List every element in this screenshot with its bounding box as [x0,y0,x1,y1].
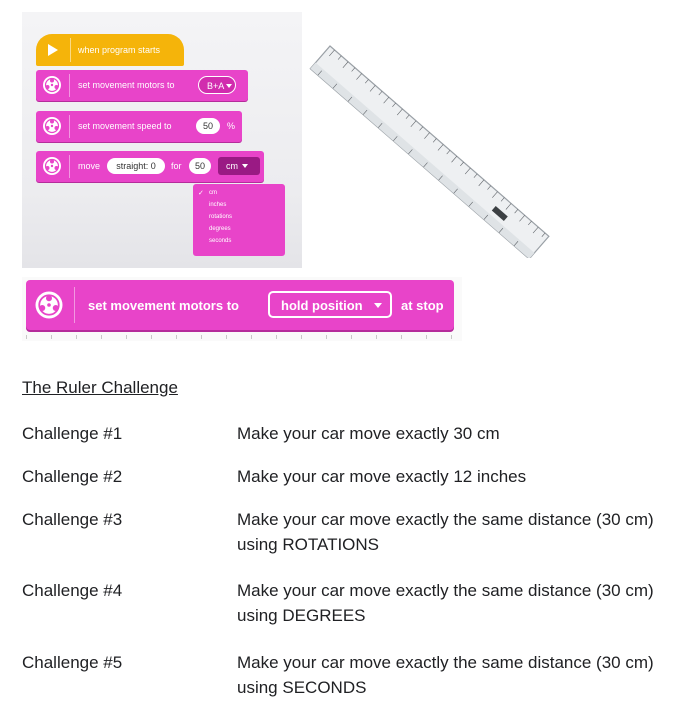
chevron-down-icon [226,84,232,88]
block2-text: set movement speed to [78,121,172,131]
page-title: The Ruler Challenge [22,378,178,397]
motors-value: B+A [207,81,225,91]
set-movement-speed-block[interactable] [36,111,242,142]
speed-unit: % [227,121,236,131]
move-text: move [78,161,101,171]
for-text: for [171,161,182,171]
motor-icon [42,75,62,95]
motor-icon [42,156,62,176]
program-screenshot [22,12,302,268]
move-block[interactable] [36,151,264,182]
unit-value: cm [226,161,238,171]
set-movement-motors-block[interactable] [36,70,248,101]
menu-item-seconds[interactable]: seconds [209,238,232,244]
play-icon [48,44,58,56]
unit-menu[interactable] [193,184,285,256]
motor-icon [34,290,64,320]
speed-input[interactable]: 50 [196,118,220,134]
menu-item-cm[interactable]: cm [209,190,217,196]
challenge-label: Challenge #3 [22,510,123,529]
challenge-description: Make your car move exactly the same distance (30 cm) using ROTATIONS [237,510,654,554]
challenge-label: Challenge #4 [22,581,123,600]
motors-dropdown[interactable] [198,76,236,94]
when-program-starts-block[interactable] [36,34,184,66]
direction-input[interactable]: straight: 0 [107,158,165,174]
challenge-description: Make your car move exactly the same distance (30 cm) using SECONDS [237,653,654,697]
set-movement-motors-stop-block[interactable] [26,280,454,330]
challenge-description: Make your car move exactly 12 inches [237,467,527,486]
challenge-label: Challenge #5 [22,653,123,672]
challenge-description: Make your car move exactly 30 cm [237,424,500,443]
ruler-image [300,24,550,258]
stop-mode-dropdown[interactable] [268,291,392,318]
challenge-label: Challenge #1 [22,424,123,443]
chevron-down-icon [242,164,248,168]
chevron-down-icon [374,303,382,308]
challenge-description: Make your car move exactly the same distance (30 cm) using DEGREES [237,581,654,625]
hat-label: when program starts [78,45,161,55]
menu-item-degrees[interactable]: degrees [209,226,231,232]
challenge-label: Challenge #2 [22,467,123,486]
check-icon: ✓ [198,190,204,197]
banner-text: set movement motors to [88,298,239,313]
unit-dropdown[interactable] [218,157,260,175]
banner-suffix: at stop [401,298,444,313]
motor-icon [42,116,62,136]
hold-position-banner [22,277,462,341]
menu-item-rotations[interactable]: rotations [209,214,233,220]
block1-text: set movement motors to [78,80,175,90]
amount-input[interactable]: 50 [189,158,211,174]
menu-item-inches[interactable]: inches [209,202,227,208]
stop-mode-value: hold position [281,298,363,313]
